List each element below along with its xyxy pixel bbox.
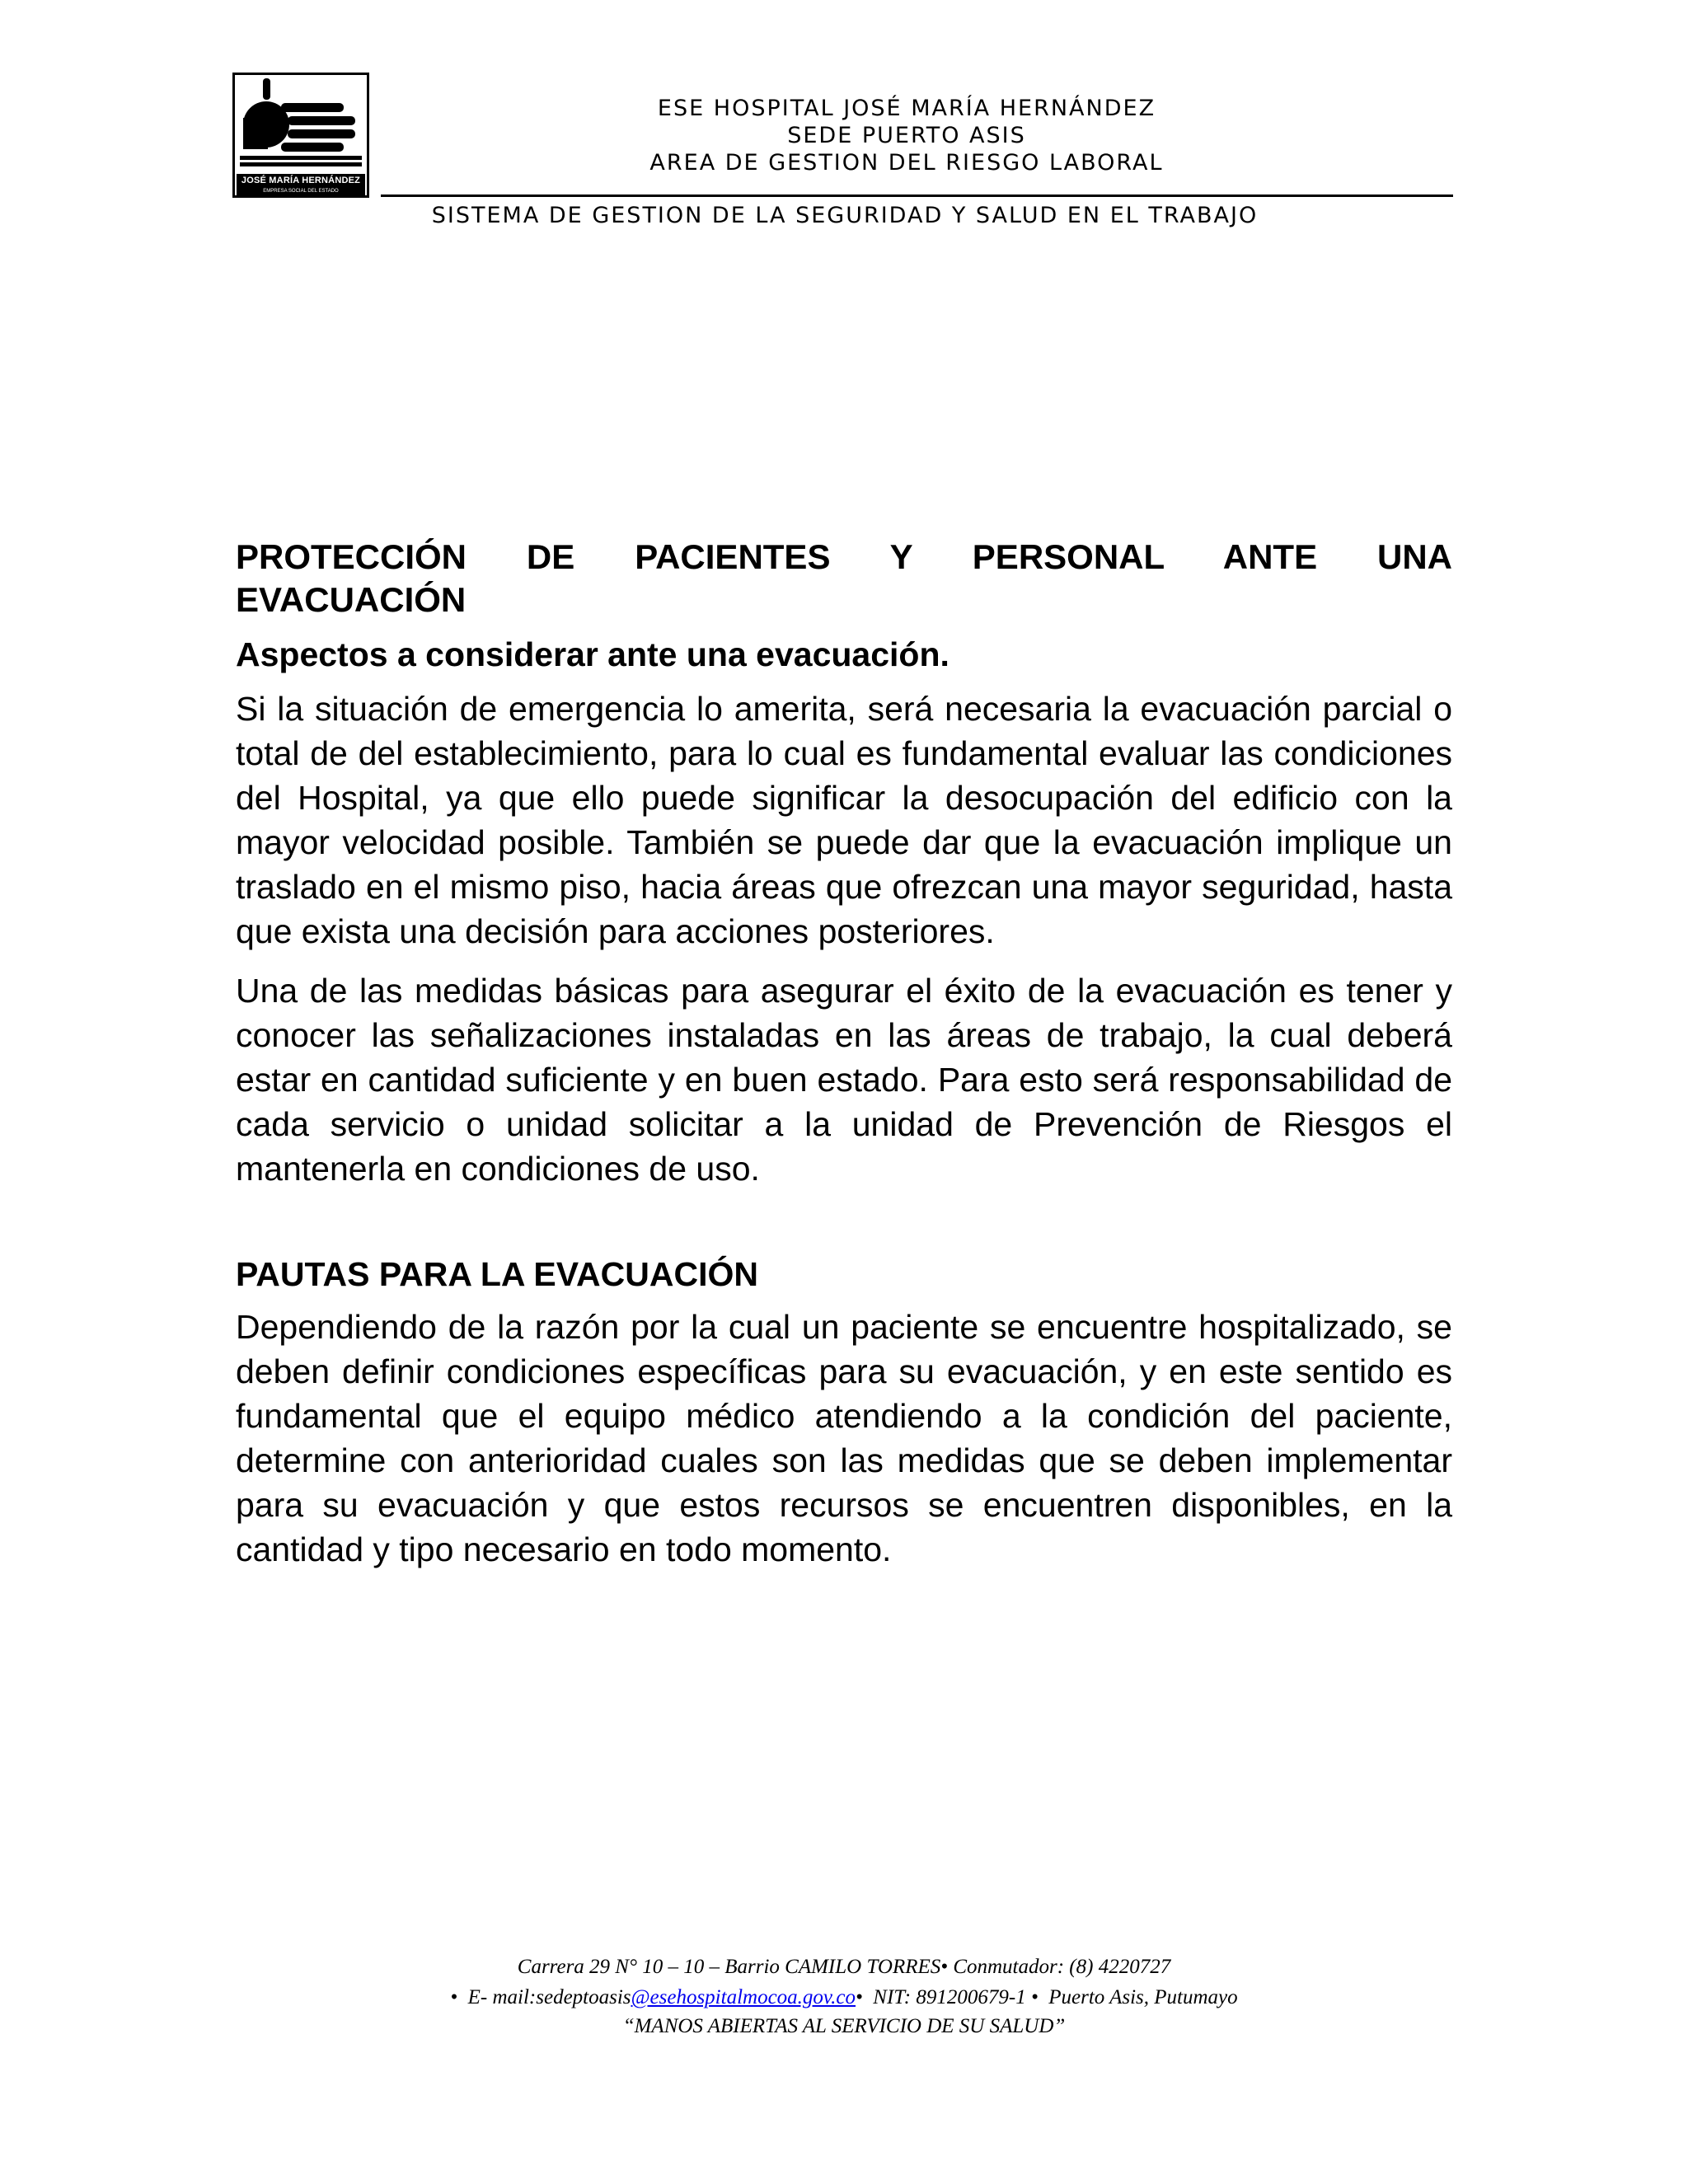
hand-logo-icon (235, 75, 367, 172)
footer-contact-line (0, 1984, 1688, 2012)
footer-address: Carrera 29 N° 10 – 10 – Barrio CAMILO TORRES (517, 1956, 941, 1978)
page-title-line2: EVACUACIÓN (236, 580, 467, 619)
logo-nameplate (237, 174, 365, 195)
section-subtitle: Aspectos a considerar ante una evacuación. (236, 635, 950, 673)
header-system: SISTEMA DE GESTION DE LA SEGURIDAD Y SALUD EN EL TRABAJO (431, 203, 1259, 228)
footer-location: Puerto Asis, Putumayo (1048, 1986, 1238, 2008)
hospital-logo (232, 73, 369, 198)
footer-email-link[interactable]: @esehospitalmocoa.gov.co (631, 1986, 856, 2008)
bullet-icon: • (450, 1986, 458, 2008)
bullet-icon: • (856, 1986, 863, 2008)
section-spacer (236, 1206, 1452, 1252)
footer-email-prefix: E- mail:sedeptoasis (467, 1986, 631, 2008)
logo-name-text: JOSÉ MARÍA HERNÁNDEZ (241, 176, 361, 185)
footer-address-line (0, 1953, 1688, 1981)
footer-slogan: “MANOS ABIERTAS AL SERVICIO DE SU SALUD” (622, 2015, 1066, 2037)
header-area: AREA DE GESTION DEL RIESGO LABORAL (649, 150, 1164, 176)
footer-phone: Conmutador: (8) 4220727 (953, 1956, 1171, 1978)
paragraph-guidelines: Dependiendo de la razón por la cual un paciente se encuentre hospitalizado, se deben definir condiciones específicas para su evacuación, y en este sentido es fundamental que el equipo médico atendiendo a la condición del paciente, determine con anterioridad cuales son las medidas que se deben implementar para su evacuación y que estos recursos se encuentren disponibles, en la cantidad y tipo necesario en todo momento. (236, 1308, 1452, 1568)
footer-nit: NIT: 891200679-1 (873, 1986, 1026, 2008)
logo-subtitle-text: EMPRESA SOCIAL DEL ESTADO (263, 189, 339, 194)
header-site: SEDE PUERTO ASIS (787, 123, 1026, 148)
section-heading-guidelines: PAUTAS PARA LA EVACUACIÓN (236, 1255, 758, 1293)
page-title-line1: PROTECCIÓN DE PACIENTES Y PERSONAL ANTE UNA (236, 537, 1452, 576)
bullet-icon: • (940, 1956, 949, 1978)
paragraph-signage: Una de las medidas básicas para asegurar el éxito de la evacuación es tener y conocer las señalizaciones instaladas en las áreas de trabajo, la cual deberá estar en cantidad suficiente y en buen estado. Para esto será responsabilidad de cada servicio o unidad solicitar a la unidad de Prevención de Riesgos el mantenerla en condiciones de uso. (236, 972, 1452, 1188)
bullet-icon: • (1030, 1986, 1039, 2008)
document-body (236, 536, 1452, 1586)
header-hospital-name: ESE HOSPITAL JOSÉ MARÍA HERNÁNDEZ (657, 96, 1156, 121)
paragraph-evacuation-conditions: Si la situación de emergencia lo amerita, será necesaria la evacuación parcial o total de del establecimiento, para lo cual es fundamental evaluar las condiciones del Hospital, ya que ello puede significar la desocupación del edificio con la mayor velocidad posible. También se puede dar que la evacuación implique un traslado en el mismo piso, hacia áreas que ofrezcan una mayor seguridad, hasta que exista una decisión para acciones posteriores. (236, 690, 1452, 950)
header-divider (381, 194, 1453, 197)
